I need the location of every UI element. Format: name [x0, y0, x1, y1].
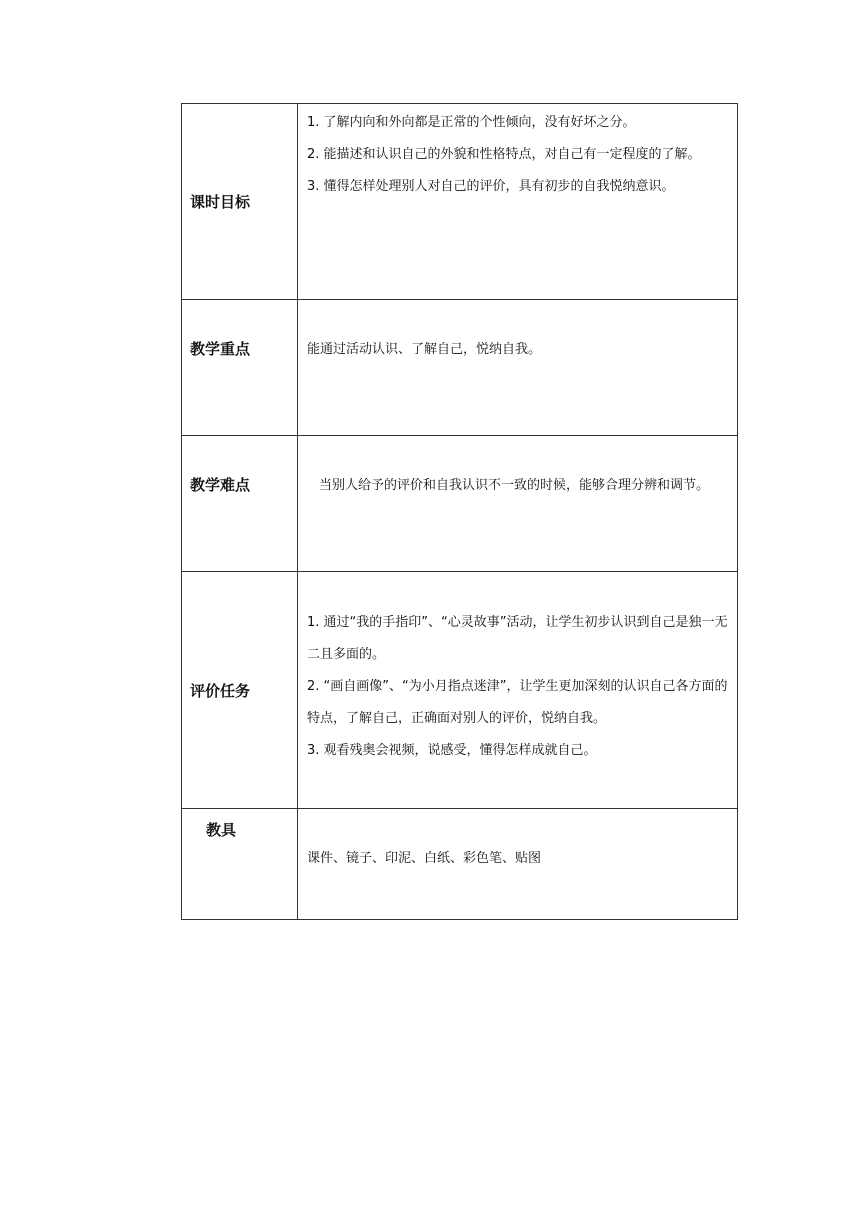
lesson-goal-item: 3. 懂得怎样处理别人对自己的评价，具有初步的自我悦纳意识。 — [307, 179, 675, 194]
lesson-plan-table — [181, 103, 738, 920]
row-teaching-difficulty — [182, 436, 738, 572]
evaluation-tasks-content — [298, 572, 738, 809]
lesson-goals-label: 课时目标 — [182, 104, 298, 300]
evaluation-task-item: 3. 观看残奥会视频，说感受，懂得怎样成就自己。 — [307, 743, 597, 758]
teaching-tools-label: 教具 — [182, 809, 298, 920]
lesson-goal-item: 2. 能描述和认识自己的外貌和性格特点，对自己有一定程度的了解。 — [307, 147, 701, 162]
teaching-focus-text: 能通过活动认识、了解自己，悦纳自我。 — [307, 342, 542, 357]
evaluation-task-item: 1. 通过“我的手指印”、“心灵故事”活动，让学生初步认识到自己是独一无二且多面的。 — [307, 615, 728, 662]
lesson-goal-item: 1. 了解内向和外向都是正常的个性倾向，没有好坏之分。 — [307, 115, 636, 130]
teaching-difficulty-text: 当别人给予的评价和自我认识不一致的时候，能够合理分辨和调节。 — [319, 478, 710, 493]
teaching-difficulty-label: 教学难点 — [182, 436, 298, 572]
teaching-tools-text: 课件、镜子、印泥、白纸、彩色笔、贴图 — [307, 851, 542, 866]
row-lesson-goals — [182, 104, 738, 300]
teaching-tools-content — [298, 809, 738, 920]
teaching-difficulty-content — [298, 436, 738, 572]
row-teaching-focus — [182, 300, 738, 436]
evaluation-tasks-label: 评价任务 — [182, 572, 298, 809]
teaching-focus-content — [298, 300, 738, 436]
row-evaluation-tasks — [182, 572, 738, 809]
teaching-focus-label: 教学重点 — [182, 300, 298, 436]
lesson-goals-content — [298, 104, 738, 300]
row-teaching-tools — [182, 809, 738, 920]
evaluation-task-item: 2. “画自画像”、“为小月指点迷津”，让学生更加深刻的认识自己各方面的特点，了解自己，正确面对别人的评价，悦纳自我。 — [307, 679, 728, 726]
